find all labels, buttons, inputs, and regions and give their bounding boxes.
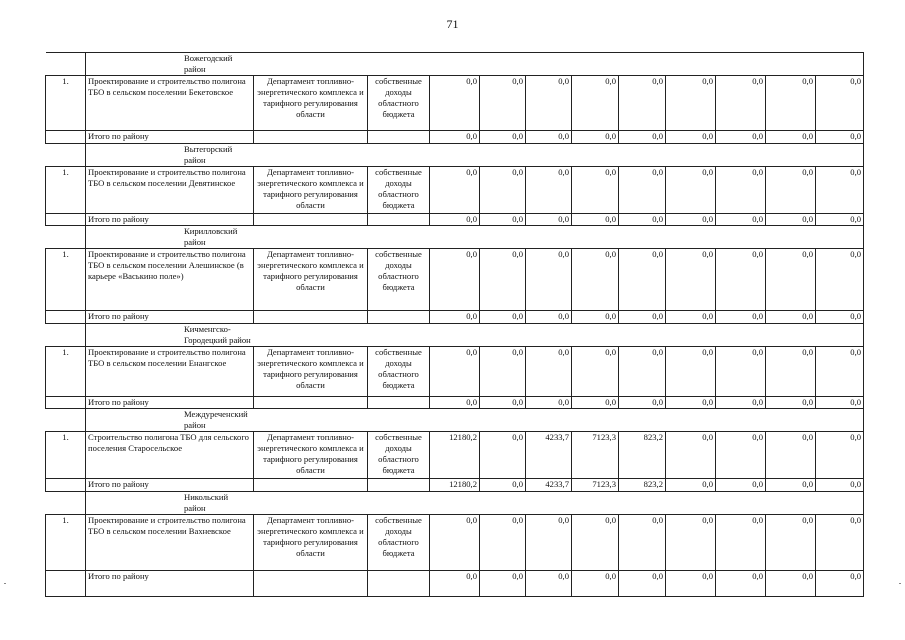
total-value-cell: 0,0 <box>572 131 619 144</box>
total-value-cell: 0,0 <box>526 131 572 144</box>
total-source-cell <box>368 479 430 492</box>
total-label: Итого по району <box>86 131 254 144</box>
total-value-cell: 0,0 <box>619 571 666 597</box>
value-cell: 0,0 <box>526 76 572 131</box>
value-cell: 0,0 <box>766 167 816 214</box>
funding-source: собственные доходы областного бюджета <box>368 249 430 311</box>
total-row <box>46 131 864 144</box>
total-value-cell: 0,0 <box>716 397 766 409</box>
value-cell: 0,0 <box>816 347 864 397</box>
total-value-cell: 0,0 <box>572 214 619 226</box>
project-name: Строительство полигона ТБО для сельского поселения Старосельское <box>86 432 254 479</box>
value-cell: 0,0 <box>816 167 864 214</box>
total-value-cell: 0,0 <box>766 479 816 492</box>
total-executor-cell <box>254 131 368 144</box>
total-label: Итого по району <box>86 571 254 597</box>
total-value-cell: 0,0 <box>816 311 864 324</box>
value-cell: 0,0 <box>619 515 666 571</box>
district-row-fill <box>254 492 864 515</box>
total-value-cell: 0,0 <box>716 479 766 492</box>
total-value-cell: 0,0 <box>480 479 526 492</box>
value-cell: 0,0 <box>666 167 716 214</box>
total-value-cell: 0,0 <box>526 397 572 409</box>
total-number-cell <box>46 214 86 226</box>
funding-source: собственные доходы областного бюджета <box>368 347 430 397</box>
total-value-cell: 0,0 <box>572 311 619 324</box>
project-name: Проектирование и строительство полигона ТБО в сельском поселении Девятинское <box>86 167 254 214</box>
value-cell: 0,0 <box>430 249 480 311</box>
row-number: 1. <box>46 515 86 571</box>
total-row <box>46 214 864 226</box>
executor: Департамент топливно-энергетического комплекса и тарифного регулирования области <box>254 515 368 571</box>
row-number: 1. <box>46 432 86 479</box>
row-number: 1. <box>46 347 86 397</box>
total-row <box>46 311 864 324</box>
value-cell: 0,0 <box>480 167 526 214</box>
total-value-cell: 0,0 <box>666 479 716 492</box>
value-cell: 0,0 <box>766 515 816 571</box>
district-name: Никольский район <box>86 492 254 515</box>
value-cell: 0,0 <box>666 432 716 479</box>
value-cell: 0,0 <box>766 347 816 397</box>
total-label: Итого по району <box>86 311 254 324</box>
total-value-cell: 0,0 <box>716 571 766 597</box>
value-cell: 0,0 <box>480 432 526 479</box>
value-cell: 0,0 <box>816 249 864 311</box>
executor: Департамент топливно-энергетического комплекса и тарифного регулирования области <box>254 249 368 311</box>
total-value-cell: 0,0 <box>526 214 572 226</box>
district-spacer <box>46 324 86 347</box>
total-value-cell: 0,0 <box>526 311 572 324</box>
district-name: Кирилловский район <box>86 226 254 249</box>
project-row <box>46 515 864 571</box>
value-cell: 823,2 <box>619 432 666 479</box>
district-header-row <box>46 144 864 167</box>
total-executor-cell <box>254 571 368 597</box>
value-cell: 0,0 <box>480 249 526 311</box>
value-cell: 12180,2 <box>430 432 480 479</box>
total-executor-cell <box>254 311 368 324</box>
executor: Департамент топливно-энергетического комплекса и тарифного регулирования области <box>254 76 368 131</box>
total-value-cell: 0,0 <box>480 397 526 409</box>
program-table <box>45 52 864 597</box>
executor: Департамент топливно-энергетического комплекса и тарифного регулирования области <box>254 167 368 214</box>
project-row <box>46 432 864 479</box>
value-cell: 0,0 <box>816 515 864 571</box>
value-cell: 0,0 <box>766 76 816 131</box>
total-value-cell: 0,0 <box>766 311 816 324</box>
value-cell: 0,0 <box>716 432 766 479</box>
total-value-cell: 0,0 <box>716 214 766 226</box>
total-value-cell: 0,0 <box>619 311 666 324</box>
total-value-cell: 0,0 <box>430 571 480 597</box>
total-source-cell <box>368 571 430 597</box>
total-value-cell: 0,0 <box>430 214 480 226</box>
district-spacer <box>46 144 86 167</box>
total-source-cell <box>368 214 430 226</box>
district-spacer <box>46 409 86 432</box>
district-row-fill <box>254 226 864 249</box>
district-name: Междуреченский район <box>86 409 254 432</box>
value-cell: 0,0 <box>526 249 572 311</box>
total-value-cell: 0,0 <box>430 131 480 144</box>
value-cell: 0,0 <box>526 347 572 397</box>
scan-mark-right <box>899 583 901 584</box>
total-value-cell: 0,0 <box>816 479 864 492</box>
total-value-cell: 0,0 <box>666 571 716 597</box>
total-value-cell: 0,0 <box>816 397 864 409</box>
total-label: Итого по району <box>86 479 254 492</box>
total-number-cell <box>46 397 86 409</box>
value-cell: 4233,7 <box>526 432 572 479</box>
project-row <box>46 76 864 131</box>
funding-source: собственные доходы областного бюджета <box>368 167 430 214</box>
total-value-cell: 823,2 <box>619 479 666 492</box>
total-source-cell <box>368 131 430 144</box>
total-value-cell: 0,0 <box>430 397 480 409</box>
scan-mark-left <box>4 583 6 584</box>
value-cell: 0,0 <box>766 249 816 311</box>
value-cell: 0,0 <box>572 167 619 214</box>
executor: Департамент топливно-энергетического комплекса и тарифного регулирования области <box>254 347 368 397</box>
executor: Департамент топливно-энергетического комплекса и тарифного регулирования области <box>254 432 368 479</box>
total-value-cell: 4233,7 <box>526 479 572 492</box>
value-cell: 0,0 <box>526 515 572 571</box>
district-spacer <box>46 226 86 249</box>
total-value-cell: 12180,2 <box>430 479 480 492</box>
total-value-cell: 0,0 <box>716 131 766 144</box>
project-name: Проектирование и строительство полигона ТБО в сельском поселении Вахневское <box>86 515 254 571</box>
total-source-cell <box>368 311 430 324</box>
row-number: 1. <box>46 167 86 214</box>
value-cell: 0,0 <box>430 347 480 397</box>
total-row <box>46 397 864 409</box>
value-cell: 0,0 <box>666 76 716 131</box>
total-value-cell: 0,0 <box>572 397 619 409</box>
district-row-fill <box>254 144 864 167</box>
value-cell: 0,0 <box>480 347 526 397</box>
district-spacer <box>46 53 86 76</box>
value-cell: 0,0 <box>619 249 666 311</box>
total-value-cell: 7123,3 <box>572 479 619 492</box>
total-value-cell: 0,0 <box>766 571 816 597</box>
value-cell: 0,0 <box>526 167 572 214</box>
district-header-row <box>46 226 864 249</box>
value-cell: 0,0 <box>430 515 480 571</box>
district-header-row <box>46 492 864 515</box>
total-value-cell: 0,0 <box>666 214 716 226</box>
value-cell: 0,0 <box>716 347 766 397</box>
total-value-cell: 0,0 <box>619 397 666 409</box>
value-cell: 0,0 <box>816 432 864 479</box>
value-cell: 0,0 <box>816 76 864 131</box>
value-cell: 0,0 <box>766 432 816 479</box>
total-label: Итого по району <box>86 397 254 409</box>
district-name: Вожегодский район <box>86 53 254 76</box>
total-executor-cell <box>254 479 368 492</box>
value-cell: 0,0 <box>430 167 480 214</box>
value-cell: 0,0 <box>572 347 619 397</box>
funding-source: собственные доходы областного бюджета <box>368 76 430 131</box>
district-header-row <box>46 53 864 76</box>
value-cell: 0,0 <box>480 76 526 131</box>
total-value-cell: 0,0 <box>766 397 816 409</box>
total-value-cell: 0,0 <box>666 131 716 144</box>
district-header-row <box>46 409 864 432</box>
district-row-fill <box>254 53 864 76</box>
total-executor-cell <box>254 214 368 226</box>
total-number-cell <box>46 311 86 324</box>
value-cell: 0,0 <box>480 515 526 571</box>
total-value-cell: 0,0 <box>572 571 619 597</box>
district-name: Вытегорский район <box>86 144 254 167</box>
project-row <box>46 347 864 397</box>
project-name: Проектирование и строительство полигона ТБО в сельском поселении Алешинское (в карьере «Васькино поле») <box>86 249 254 311</box>
total-number-cell <box>46 131 86 144</box>
value-cell: 7123,3 <box>572 432 619 479</box>
value-cell: 0,0 <box>666 347 716 397</box>
value-cell: 0,0 <box>572 515 619 571</box>
funding-source: собственные доходы областного бюджета <box>368 515 430 571</box>
total-value-cell: 0,0 <box>766 214 816 226</box>
total-value-cell: 0,0 <box>666 397 716 409</box>
total-value-cell: 0,0 <box>619 214 666 226</box>
total-value-cell: 0,0 <box>526 571 572 597</box>
total-value-cell: 0,0 <box>716 311 766 324</box>
total-row <box>46 571 864 597</box>
total-value-cell: 0,0 <box>816 131 864 144</box>
project-name: Проектирование и строительство полигона ТБО в сельском поселении Бекетовское <box>86 76 254 131</box>
value-cell: 0,0 <box>716 249 766 311</box>
value-cell: 0,0 <box>619 167 666 214</box>
total-row <box>46 479 864 492</box>
value-cell: 0,0 <box>716 76 766 131</box>
page-number: 71 <box>446 17 459 31</box>
value-cell: 0,0 <box>716 167 766 214</box>
value-cell: 0,0 <box>666 249 716 311</box>
value-cell: 0,0 <box>430 76 480 131</box>
total-value-cell: 0,0 <box>816 214 864 226</box>
total-value-cell: 0,0 <box>766 131 816 144</box>
total-number-cell <box>46 571 86 597</box>
district-row-fill <box>254 409 864 432</box>
district-header-row <box>46 324 864 347</box>
project-row <box>46 167 864 214</box>
project-name: Проектирование и строительство полигона ТБО в сельском поселении Енангское <box>86 347 254 397</box>
row-number: 1. <box>46 249 86 311</box>
total-source-cell <box>368 397 430 409</box>
value-cell: 0,0 <box>572 249 619 311</box>
project-row <box>46 249 864 311</box>
total-value-cell: 0,0 <box>480 311 526 324</box>
total-value-cell: 0,0 <box>430 311 480 324</box>
value-cell: 0,0 <box>572 76 619 131</box>
district-spacer <box>46 492 86 515</box>
total-value-cell: 0,0 <box>480 214 526 226</box>
row-number: 1. <box>46 76 86 131</box>
district-row-fill <box>254 324 864 347</box>
total-value-cell: 0,0 <box>619 131 666 144</box>
value-cell: 0,0 <box>666 515 716 571</box>
total-executor-cell <box>254 397 368 409</box>
value-cell: 0,0 <box>619 347 666 397</box>
total-value-cell: 0,0 <box>816 571 864 597</box>
total-value-cell: 0,0 <box>480 131 526 144</box>
district-name: Кичменгско-Городецкий район <box>86 324 254 347</box>
total-number-cell <box>46 479 86 492</box>
value-cell: 0,0 <box>716 515 766 571</box>
total-value-cell: 0,0 <box>666 311 716 324</box>
total-value-cell: 0,0 <box>480 571 526 597</box>
value-cell: 0,0 <box>619 76 666 131</box>
funding-source: собственные доходы областного бюджета <box>368 432 430 479</box>
total-label: Итого по району <box>86 214 254 226</box>
